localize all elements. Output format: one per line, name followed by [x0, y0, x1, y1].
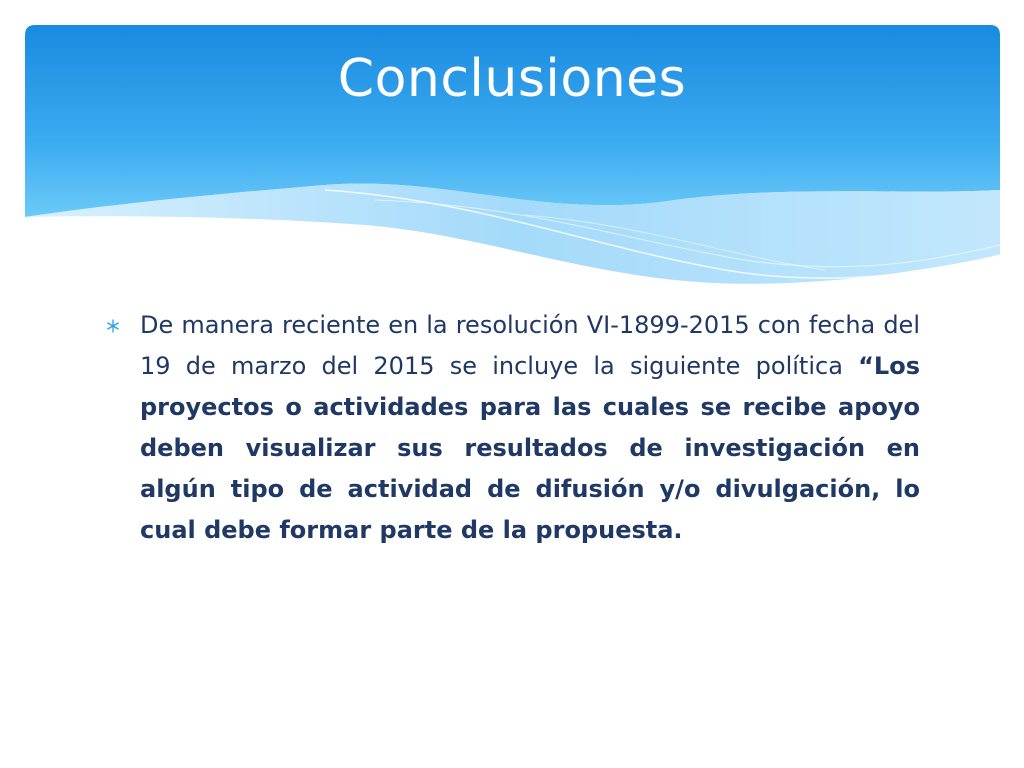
slide-title: Conclusiones	[337, 49, 687, 109]
slide-content	[100, 305, 920, 551]
bullet-text	[140, 305, 920, 551]
bullet-item	[100, 305, 920, 551]
bullet-text-plain: De manera reciente en la resolución VI-1899-2015 con fecha del 19 de marzo del 2015 se incluye la siguiente política	[140, 311, 920, 380]
asterisk-bullet-icon	[106, 319, 120, 333]
bullet-text-bold-quote: “Los proyectos o actividades para las cuales se recibe apoyo deben visualizar sus resultados de investigación en algún tipo de actividad de difusión y/o divulgación, lo cual debe formar parte de la propuesta.	[140, 352, 920, 544]
